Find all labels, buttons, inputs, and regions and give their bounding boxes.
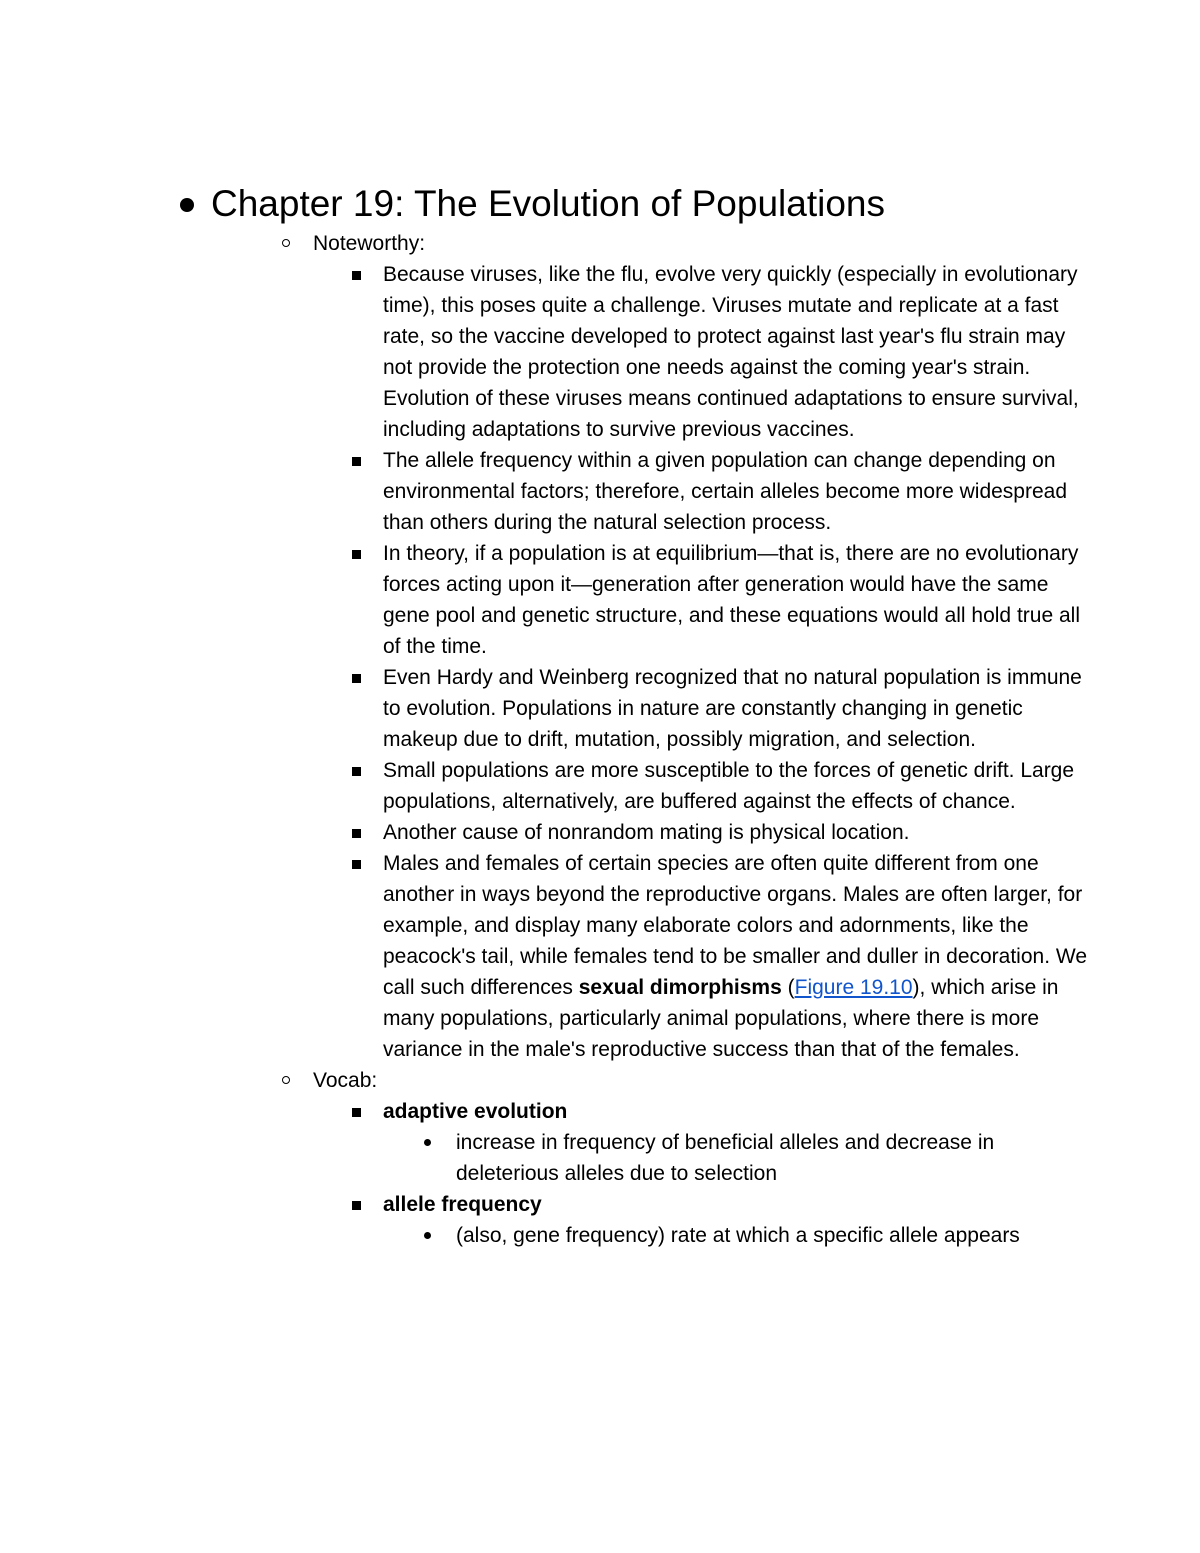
chapter-heading-item <box>180 180 1080 228</box>
outline <box>180 180 1087 1251</box>
square-bullet-icon <box>352 457 361 466</box>
noteworthy-label: Noteworthy: <box>313 232 426 255</box>
noteworthy-section <box>282 228 1080 259</box>
sexual-dimorphism-text-before: Males and females of certain species are often quite different from one another in ways beyond the reproductive organs. Males are often larger, for example, and display many elaborate colors and adornments, like the peacock's tail, while females tend to be smaller and duller in decoration. We call such differences <box>383 852 1087 999</box>
vocab-section <box>282 1065 1080 1096</box>
vocab-definition: increase in frequency of beneficial alleles and decrease in deleterious alleles due to selection <box>456 1131 995 1185</box>
square-bullet-icon <box>352 860 361 869</box>
list-item <box>352 662 1095 755</box>
square-bullet-icon <box>352 1108 361 1117</box>
square-bullet-icon <box>352 767 361 776</box>
vocab-definition-item <box>424 1220 1096 1251</box>
list-item <box>352 755 1095 817</box>
square-bullet-icon <box>352 550 361 559</box>
sexual-dimorphism-text-after: ), which arise in many populations, particularly animal populations, where there is more variance in the male's reproductive success than that of the females. <box>383 976 1059 1061</box>
list-item-text: Even Hardy and Weinberg recognized that no natural population is immune to evolution. Populations in nature are constantly changing in genetic makeup due to drift, mutation, possibly migration, and selection. <box>383 666 1082 751</box>
sexual-dimorphisms-term: sexual dimorphisms <box>578 976 782 999</box>
list-item-text: Small populations are more susceptible to the forces of genetic drift. Large populations, alternatively, are buffered against the effects of chance. <box>383 759 1075 813</box>
list-item-text: Another cause of nonrandom mating is physical location. <box>383 821 910 844</box>
square-bullet-icon <box>352 1201 361 1210</box>
square-bullet-icon <box>352 674 361 683</box>
vocab-label: Vocab: <box>313 1069 378 1092</box>
circle-bullet-icon <box>282 239 290 247</box>
vocab-term: adaptive evolution <box>383 1100 568 1123</box>
figure-19-10-link[interactable]: Figure 19.10 <box>794 976 913 999</box>
list-item <box>352 817 1095 848</box>
chapter-heading: Chapter 19: The Evolution of Populations <box>211 183 885 224</box>
list-item-text: The allele frequency within a given population can change depending on environmental factors; therefore, certain alleles become more widespread than others during the natural selection process. <box>383 449 1068 534</box>
list-item-text: In theory, if a population is at equilibrium—that is, there are no evolutionary forces acting upon it—generation after generation would have the same gene pool and genetic structure, and these equations would all hold true all of the time. <box>383 542 1080 658</box>
dot-bullet-icon <box>424 1139 431 1146</box>
list-item-text: Because viruses, like the flu, evolve very quickly (especially in evolutionary time), this poses quite a challenge. Viruses mutate and replicate at a fast rate, so the vaccine developed to protect against last year's flu strain may not provide the protection one needs against the coming year's strain. Evolution of these viruses means continued adaptations to ensure survival, including adaptations to survive previous vaccines. <box>383 263 1079 441</box>
disc-bullet-icon <box>180 198 194 212</box>
square-bullet-icon <box>352 271 361 280</box>
vocab-definition: (also, gene frequency) rate at which a specific allele appears <box>456 1224 1020 1247</box>
vocab-term-item <box>352 1096 1095 1127</box>
circle-bullet-icon <box>282 1076 290 1084</box>
square-bullet-icon <box>352 829 361 838</box>
dot-bullet-icon <box>424 1232 431 1239</box>
paren-open: ( <box>781 976 795 999</box>
list-item-text <box>383 852 1087 1061</box>
list-item <box>352 538 1095 662</box>
list-item <box>352 259 1095 445</box>
vocab-definition-item <box>424 1127 1096 1189</box>
vocab-term-item <box>352 1189 1095 1220</box>
list-item <box>352 848 1095 1065</box>
vocab-term: allele frequency <box>383 1193 542 1216</box>
list-item <box>352 445 1095 538</box>
